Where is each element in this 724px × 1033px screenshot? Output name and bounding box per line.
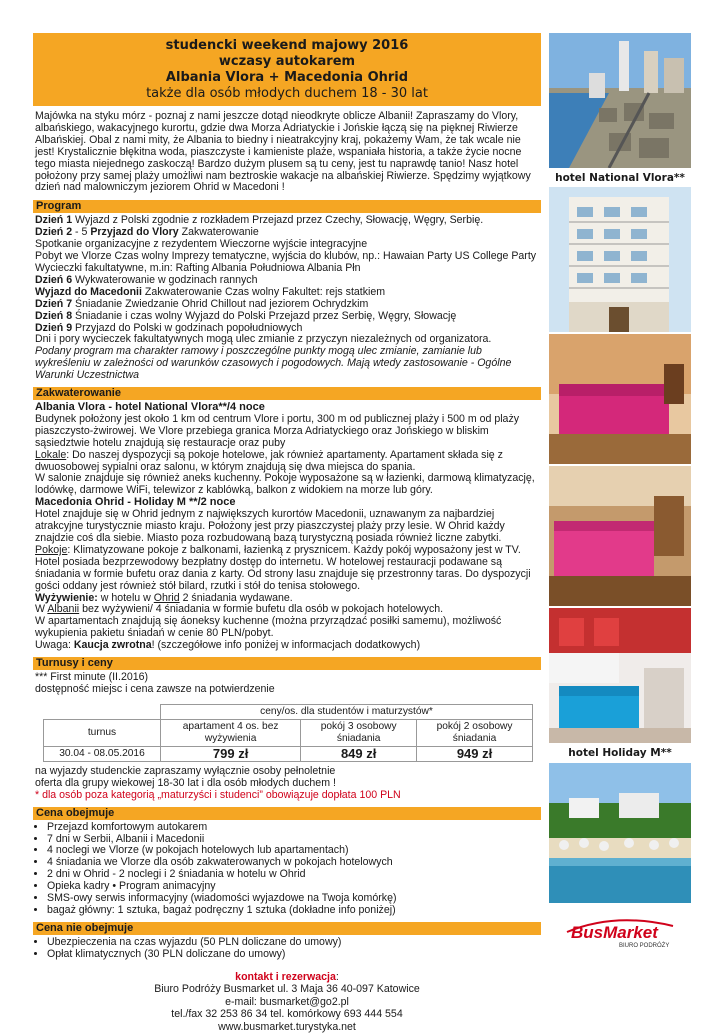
availability-note: dostępność miejsc i cena zawsze na potwierdzenie [35, 682, 275, 695]
excludes-list [35, 937, 539, 961]
day1-label: Dzień 1 [35, 214, 73, 227]
contact-title: kontakt i rezerwacja [235, 970, 336, 983]
program-line-3: Spotkanie organizacyjne z rezydentem Wieczorne wyjście integracyjne [35, 238, 368, 251]
caption-vlora-hotel: hotel National Vlora** [555, 172, 685, 184]
program-line-11: Dni i pory wycieczek fakultatywnych mogą ulec zmianie z przyczyn niezależnych od organizatora. [35, 333, 492, 346]
price-room3: 849 zł [301, 746, 417, 761]
col-room2-header: pokój 2 osobowy śniadania [417, 719, 533, 746]
list-item: • bagaż główny: 1 sztuka, bagaż podręczny 1 sztuka (dokładne info poniżej) [47, 905, 539, 917]
hotel-vlora-room-photo [549, 334, 691, 464]
hotel-ohrid-description: Hotel znajduje się w Ohrid jednym z największych kurortów Macedonii, uznawanym za najbardziej atrakcyjne turystycznie miasto kraju. Położony jest przy piaszczystej plaży przy lesie. W Ohrid każdy znajdzie coś dla siebie. Miasto poza rozbudowaną bazą turystyczną posiada również liczne zabytki. [35, 508, 505, 544]
vlora-city-photo [549, 33, 691, 168]
title-line-4: także dla osób młodych duchem 18 - 30 lat [146, 86, 428, 101]
list-item: • Ubezpieczenia na czas wyjazdu (50 PLN doliczane do umowy) [47, 937, 539, 949]
intro-paragraph: Majówka na styku mórz - poznaj z nami jeszcze dotąd nieodkryte oblicze Albanii! Zapraszamy do Vlory, albańskiego, wakacyjnego kurortu, gdzie dwa Morza Adriatyckie i Jońskie łączą się na pięknej Riwierze Albańskiej. Obal z nami mity, że Albania to biedny i nieatrakcyjny kraj, pokażemy Wam, że tak wcale nie jest! Krystalicznie błękitna woda, piaszczyste i kamieniste plaże, wspaniała historia, a także życie nocne tego miasta niejednego zaskoczą! Bardzo dużym plusem są tu ceny, jest tu naprawdę tanio! Nasz hotel położony przy samej plaży umożliwi nam beztroskie wakacje na albańskiej Riwierze. Spędzimy wyjątkowy dzień nad malowniczym jeziorem Ohrid w Macedoni ! [35, 110, 531, 194]
deposit-pre: Uwaga: [35, 639, 74, 652]
caption-ohrid-hotel: hotel Holiday M** [568, 747, 672, 759]
list-item: • Opłat klimatycznych (30 PLN doliczane do umowy) [47, 949, 539, 961]
hotel-vlora-heading: Albania Vlora - hotel National Vlora**/4 noce [35, 401, 265, 414]
adults-only-note: na wyjazdy studenckie zapraszamy wyłącznie osoby pełnoletnie [35, 764, 336, 777]
meals-post: 2 śniadania wydawane. [179, 591, 293, 604]
hotel-ohrid-room-photo [549, 608, 691, 743]
section-excludes-title: Cena nie obejmuje [33, 922, 541, 935]
includes-block [33, 820, 541, 919]
terms-block [33, 670, 541, 804]
meals-label: Wyżywienie: [35, 591, 98, 604]
albania-pre: W [35, 603, 48, 616]
section-terms-title: Turnusy i ceny [33, 657, 541, 670]
first-minute: *** First minute (II.2016) [35, 671, 149, 684]
surcharge-note: * dla osób poza kategorią „maturzyści i studenci” obowiązuje dopłata 100 PLN [35, 788, 401, 801]
day6-label: Dzień 6 [35, 273, 73, 286]
list-item: • 4 śniadania we Vlorze dla osób zakwaterowanych w pokojach hotelowych [47, 857, 539, 869]
busmarket-logo [565, 916, 675, 950]
day7-label: Dzień 7 [35, 297, 73, 310]
pokoje-text: : Klimatyzowane pokoje z balkonami, łazienką z prysznicem. Każdy pokój wyposażony jest w TV. Hotel posiada bezprzewodowy bezpłatny dostęp do internetu. W hotelowej restauracji podawane są śniadania w formie bufetu oraz dania z karty. Od strony lasu znajduje się przestronny taras. Do dyspozycji gości oddany jest również stół bilard, rzutki i stół do tenisa stołowego. [35, 543, 531, 592]
day9-label: Dzień 9 [35, 321, 73, 334]
list-item: • SMS-owy serwis informacyjny (wiadomości wyjazdowe na Twoja komórkę) [47, 893, 539, 905]
price-room2: 949 zł [417, 746, 533, 761]
logo-text: BusMarket [571, 923, 658, 942]
includes-list [35, 822, 539, 917]
header-banner [33, 33, 541, 106]
day2-bold: Przyjazd do Vlory [90, 226, 179, 239]
day2-text: Zakwaterowanie [178, 226, 259, 239]
program-block [33, 213, 541, 384]
day9-text: Przyjazd do Polski w godzinach popołudniowych [72, 321, 303, 334]
table-row [44, 746, 533, 761]
day8-label: Dzień 8 [35, 309, 73, 322]
pokoje-label: Pokoje [35, 543, 68, 556]
hotel-vlora-description: Budynek położony jest około 1 km od centrum Vlore i portu, 300 m od publicznej plaży i 500 m od plaży piaszczysto-żwirowej. We Vlore przebiega granica Morza Adriatyckiego oraz Jońskiego w bliskim sąsiedztwie hotelu znajdują się restauracje oraz puby [35, 412, 520, 449]
term-cell: 30.04 - 08.05.2016 [44, 746, 161, 761]
hotel-vlora-bedroom-photo [549, 466, 691, 606]
program-line-4: Pobyt we Vlorze Czas wolny Imprezy tematyczne, wyjścia do klubów, np.: Hawaian Party US College Party Wycieczki fakultatywne, m.in: Rafting Albania Południowa Albania Płn [35, 250, 537, 274]
table-corner [44, 704, 161, 719]
table-top-header: ceny/os. dla studentów i maturzystów* [161, 704, 533, 719]
section-includes-title: Cena obejmuje [33, 807, 541, 820]
section-program-title: Program [33, 200, 541, 213]
price-apartment: 799 zł [161, 746, 301, 761]
salon-description: W salonie znajduje się również aneks kuchenny. Pokoje wyposażone są w łazienki, darmową klimatyzację, lodówkę, darmowe WiFi, telewizor z kablówką, balkon z widokiem na morze lub góry. [35, 472, 535, 497]
albania-post: bez wyżywieni/ 4 śniadania w formie bufetu dla osób w pokojach hotelowych. [79, 603, 444, 616]
ohrid-beach-photo [549, 763, 691, 903]
lokale-label: Lokale [35, 448, 67, 461]
contact-website[interactable]: www.busmarket.turystyka.net [218, 1020, 356, 1033]
contact-address: Biuro Podróży Busmarket ul. 3 Maja 36 40-097 Katowice [154, 983, 420, 996]
day2-label: Dzień 2 [35, 226, 73, 239]
age-group-note: oferta dla grupy wiekowej 18-30 lat i dla osób młodych duchem ! [35, 776, 336, 789]
day7-text: Śniadanie Zwiedzanie Ohrid Chillout nad jeziorem Ochrydzkim [72, 297, 369, 310]
meals-place: Ohrid [153, 591, 180, 604]
lokale-text: : Do naszej dyspozycji są pokoje hotelowe, jak również apartamenty. Apartament składa się z dwuosobowej sypialni oraz salonu, w którym znajdują się dwa miejsca do spania. [35, 448, 503, 473]
meals-pre: w hotelu w [97, 591, 154, 604]
list-item: • 2 dni w Ohrid - 2 noclegi i 2 śniadania w hotelu w Ohrid [47, 869, 539, 881]
albania-place: Albanii [47, 603, 80, 616]
price-table [43, 704, 533, 762]
section-accommodation-title: Zakwaterowanie [33, 387, 541, 400]
deposit-post: ! (szczegółowe info poniżej w informacjach dodatkowych) [151, 639, 421, 652]
contact-phone: tel./fax 32 253 86 34 tel. komórkowy 693 444 554 [171, 1008, 403, 1021]
col-apartment-header: apartament 4 os. bez wyżywienia [161, 719, 301, 746]
day1-text: Wyjazd z Polski zgodnie z rozkładem Przejazd przez Czechy, Słowację, Węgry, Serbię. [72, 214, 484, 227]
day6-text: Wykwaterowanie w godzinach rannych [72, 273, 258, 286]
accommodation-block [33, 400, 541, 654]
contact-colon: : [335, 970, 339, 983]
day8-text: Śniadanie i czas wolny Wyjazd do Polski Przejazd przez Serbię, Węgry, Słowację [72, 309, 457, 322]
contact-email[interactable]: e-mail: busmarket@go2.pl [225, 995, 349, 1008]
list-item: • Opieka kadry • Program animacyjny [47, 881, 539, 893]
deposit-bold: Kaucja zwrotna [73, 639, 152, 652]
list-item: • 7 dni w Serbii, Albanii i Macedonii [47, 834, 539, 846]
macedonia-text: Zakwaterowanie Czas wolny Fakultet: rejs statkiem [141, 285, 386, 298]
title-line-2: wczasy autokarem [218, 54, 356, 69]
logo-subtext: BIURO PODRÓŻY [619, 943, 670, 949]
title-line-3: Albania Vlora + Macedonia Ohrid [165, 70, 409, 85]
hotel-vlora-building-photo [549, 187, 691, 332]
col-room3-header: pokój 3 osobowy śniadania [301, 719, 417, 746]
hotel-ohrid-heading: Macedonia Ohrid - Holiday M **/2 noce [35, 496, 236, 509]
excludes-block [33, 935, 541, 963]
macedonia-label: Wyjazd do Macedonii [35, 285, 142, 298]
program-note: Podany program ma charakter ramowy i poszczególne punkty mogą ulec zmianie, zamianie lub wykreśleniu w zależności od warunków czasowych i pogodowych. Mają wtedy zastosowanie - Ogólne Warunki Uczestnictwa [35, 345, 512, 382]
col-turnus-header: turnus [44, 719, 161, 746]
list-item: • Przejazd komfortowym autokarem [47, 822, 539, 834]
list-item: • 4 noclegi we Vlorze (w pokojach hotelowych lub apartamentach) [47, 845, 539, 857]
apartments-kitchen-note: W apartamentach znajdują się áoneksy kuchenne (można przyrządzać posiłki samemu), możliwość wykupienia pakietu śniadań w cenie 80 PLN/pobyt. [35, 615, 502, 640]
title-line-1: studencki weekend majowy 2016 [165, 38, 409, 53]
day2-range: - 5 [72, 226, 91, 239]
offer-document [33, 33, 541, 1033]
